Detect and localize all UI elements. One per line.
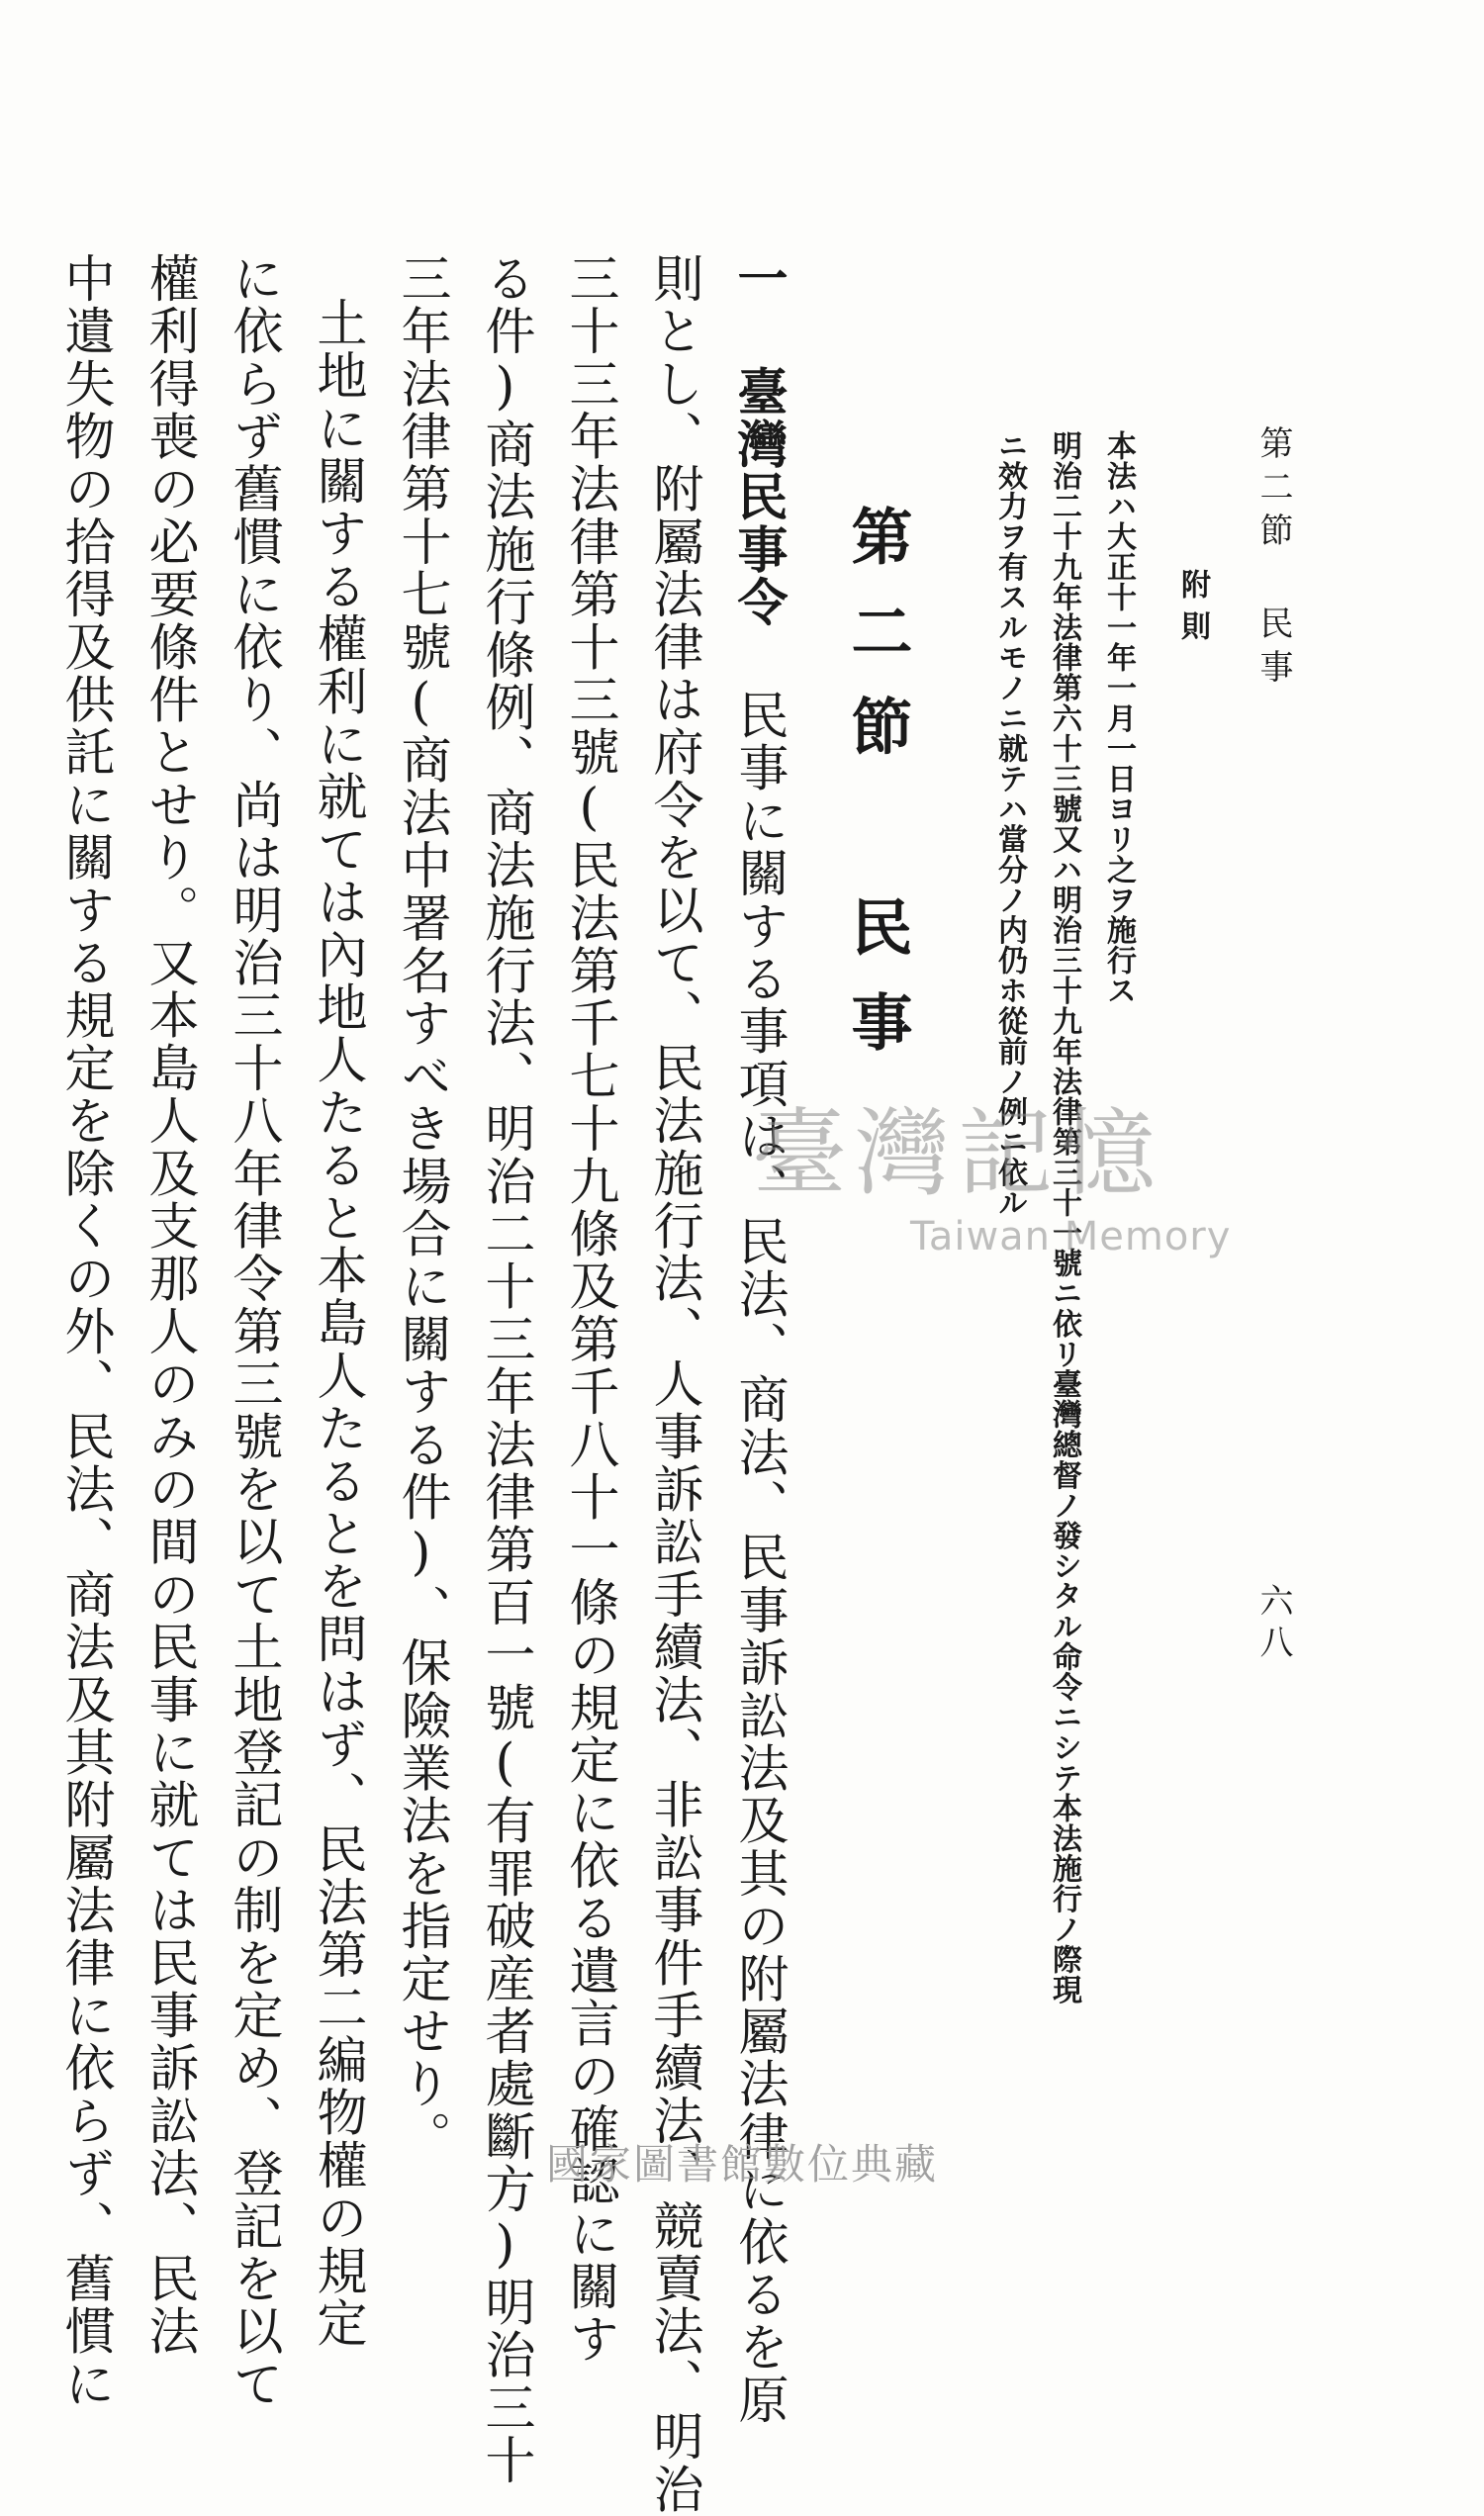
body-line: 則とし、附屬法律は府令を以て、民法施行法、人事訴訟手續法、非訟事件手續法、競賣法、明治 xyxy=(644,252,702,2516)
supplementary-provisions-heading: 附則 xyxy=(1175,569,1210,652)
body-text: 民事に關する事項は、民法、商法、民事訴訟法及其の附屬法律に依るを原 xyxy=(729,689,788,2427)
body-line: 土地に關する權利に就ては內地人たると本島人たるとを問はず、民法第二編物權の規定 xyxy=(308,297,366,2350)
section-title: 第二節 民事 xyxy=(841,505,913,1085)
item-title: 臺灣民事令 xyxy=(728,365,788,629)
running-head: 第二節 民事 xyxy=(1253,425,1293,693)
supplementary-provision-line: 明治二十九年法律第六十三號又ハ明治三十九年法律第三十一號ニ依リ臺灣總督ノ發シタル命令ニシテ本法施行ノ際現 xyxy=(1047,430,1081,2005)
supplementary-provision-line: ニ效力ヲ有スルモノニ就テハ當分ノ内仍ホ從前ノ例ニ依ル xyxy=(992,430,1027,1218)
page-number: 六八 xyxy=(1253,1583,1293,1666)
watermark-english: Taiwan Memory xyxy=(910,1214,1232,1259)
item-marker: 一 xyxy=(728,252,788,306)
taiwan-memory-watermark xyxy=(752,1078,1232,1259)
library-footer: 國家圖書館數位典藏 xyxy=(545,2140,938,2189)
body-line: 三十三年法律第十三號(民法第千七十九條及第千八十一條の規定に依る遺言の確認に關す xyxy=(560,252,618,2366)
body-line: 三年法律第十七號(商法中署名すべき場合に關する件)、保險業法を指定せり。 xyxy=(392,252,450,2164)
body-line: 權利得喪の必要條件とせり。又本島人及支那人のみの間の民事に就ては民事訴訟法、民法 xyxy=(139,252,198,2358)
supplementary-provision-line: 本法ハ大正十一年一月一日ヨリ之ヲ施行ス xyxy=(1101,430,1136,1006)
body-line: に依らず舊慣に依り、尚は明治三十八年律令第三號を以て土地登記の制を定め、登記を以て xyxy=(224,252,282,2411)
body-line-1 xyxy=(728,252,788,2427)
watermark-chinese: 臺灣記憶 xyxy=(752,1098,1163,1209)
body-line: る件)商法施行條例、商法施行法、明治二十三年法律第百一號(有罪破産者處斷方)明治三十 xyxy=(476,252,534,2487)
body-line: 中遺失物の拾得及供託に關する規定を除くの外、民法、商法及其附屬法律に依らず、舊慣に xyxy=(55,252,114,2411)
